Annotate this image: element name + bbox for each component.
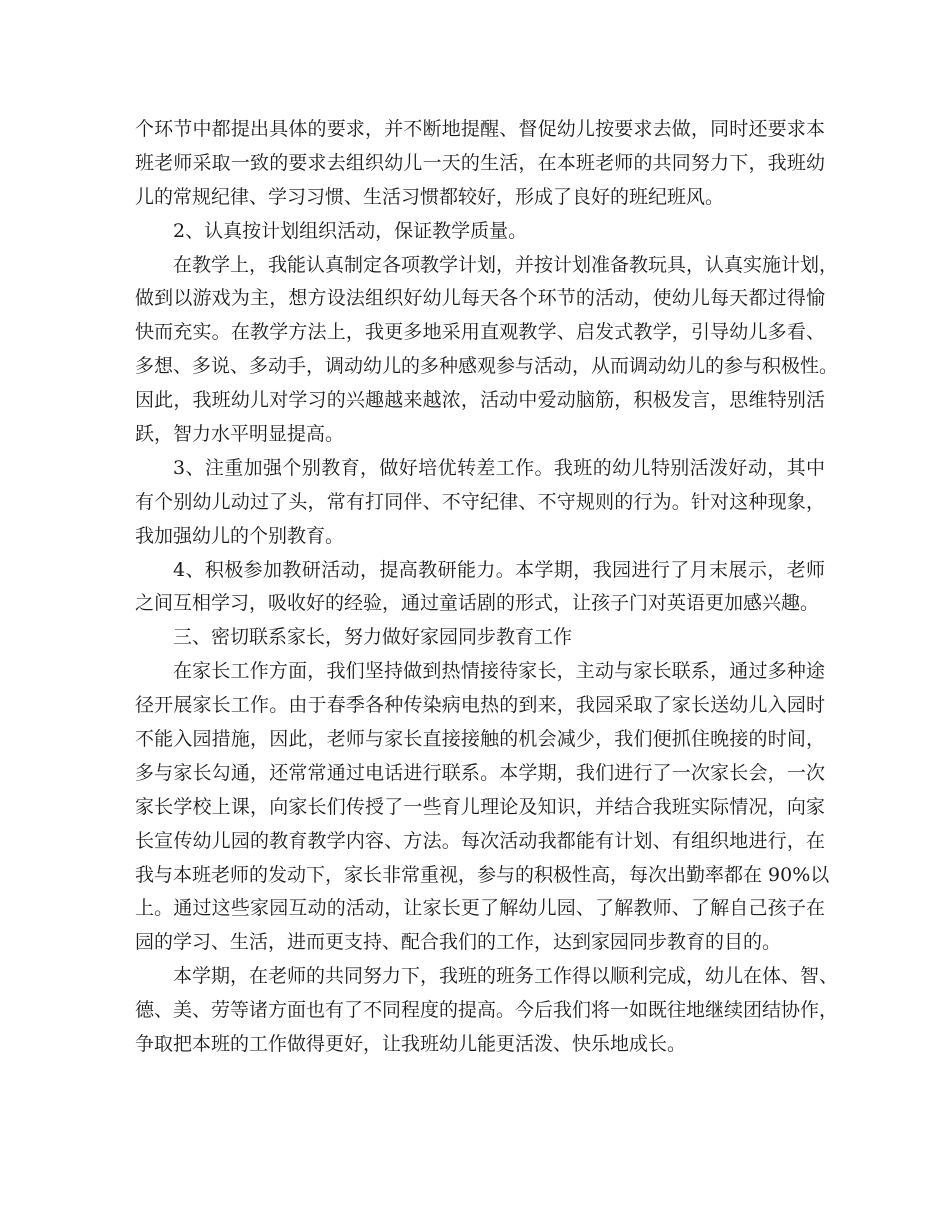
text-line: 有个别幼儿动过了头，常有打同伴、不守纪律、不守规则的行为。针对这种现象， — [135, 490, 825, 513]
text-line: 3、注重加强个别教育，做好培优转差工作。我班的幼儿特别活泼好动，其中 — [173, 456, 825, 479]
document-body-text — [135, 113, 839, 1062]
text-line: 4、积极参加教研活动，提高教研能力。本学期，我园进行了月末展示，老师 — [173, 558, 825, 581]
text-line: 多想、多说、多动手，调动幼儿的多种感观参与活动，从而调动幼儿的参与积极性。 — [135, 355, 839, 378]
text-line: 之间互相学习，吸收好的经验，通过童话剧的形式，让孩子门对英语更加感兴趣。 — [135, 592, 820, 615]
text-line: 园的学习、生活，进而更支持、配合我们的工作，达到家园同步教育的目的。 — [135, 931, 782, 954]
text-line: 个环节中都提出具体的要求，并不断地提醒、督促幼儿按要求去做，同时还要求本 — [135, 118, 825, 140]
text-line: 争取把本班的工作做得更好，让我班幼儿能更活泼、快乐地成长。 — [135, 1033, 687, 1056]
text-line: 我与本班老师的发动下，家长非常重视，参与的积极性高，每次出勤率都在 90%以 — [135, 863, 830, 886]
text-line: 本学期，在老师的共同努力下，我班的班务工作得以顺利完成，幼儿在体、智、 — [173, 965, 839, 988]
text-line: 三、密切联系家长，努力做好家园同步教育工作 — [173, 626, 573, 649]
text-line: 德、美、劳等诸方面也有了不同程度的提高。今后我们将一如既往地继续团结协作， — [135, 999, 839, 1022]
text-line: 在教学上，我能认真制定各项教学计划，并按计划准备教玩具，认真实施计划， — [173, 253, 839, 276]
text-line: 快而充实。在教学方法上，我更多地采用直观教学、启发式教学，引导幼儿多看、 — [135, 321, 825, 344]
text-line: 径开展家长工作。由于春季各种传染病电热的到来，我园采取了家长送幼儿入园时 — [135, 694, 825, 717]
text-line: 不能入园措施，因此，老师与家长直接接触的机会减少，我们便抓住晚接的时间， — [135, 728, 825, 751]
text-line: 儿的常规纪律、学习习惯、生活习惯都较好，形成了良好的班纪班风。 — [135, 185, 725, 208]
text-line: 跃，智力水平明显提高。 — [135, 423, 345, 446]
text-line: 多与家长勾通，还常常通过电话进行联系。本学期，我们进行了一次家长会，一次 — [135, 761, 825, 784]
text-line: 在家长工作方面，我们坚持做到热情接待家长，主动与家长联系，通过多种途 — [173, 660, 825, 683]
text-line: 班老师采取一致的要求去组织幼儿一天的生活，在本班老师的共同努力下，我班幼 — [135, 151, 825, 174]
text-line: 我加强幼儿的个别教育。 — [135, 524, 345, 547]
text-line: 上。通过这些家园互动的活动，让家长更了解幼儿园、了解教师、了解自己孩子在 — [135, 897, 825, 920]
text-line: 做到以游戏为主，想方设法组织好幼儿每天各个环节的活动，使幼儿每天都过得愉 — [135, 287, 825, 310]
text-line: 长宣传幼儿园的教育教学内容、方法。每次活动我都能有计划、有组织地进行，在 — [135, 829, 825, 852]
text-line: 2、认真按计划组织活动，保证教学质量。 — [173, 219, 528, 242]
text-line: 家长学校上课，向家长们传授了一些育儿理论及知识，并结合我班实际情况，向家 — [135, 795, 825, 818]
text-line: 因此，我班幼儿对学习的兴趣越来越浓，活动中爱动脑筋，积极发言，思维特别活 — [135, 389, 825, 412]
